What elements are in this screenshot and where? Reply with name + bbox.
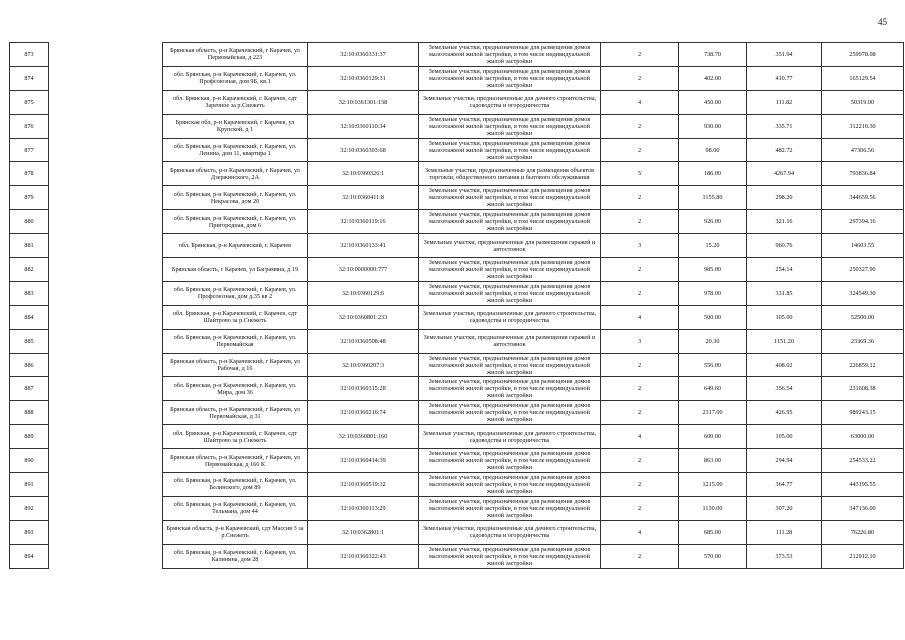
cadastral-number-cell: 32:10:0360801:160 [308,425,419,449]
cadastral-value-cell: 443195.55 [822,473,904,497]
row-number-cell: 883 [10,281,49,305]
row-number-cell: 877 [10,138,49,162]
area-cell: 20.30 [679,329,747,353]
registry-table-body [10,43,904,569]
blank-column-cell [49,329,163,353]
blank-column-cell [49,353,163,377]
table-row [10,377,904,401]
area-cell: 1130.00 [679,496,747,520]
cadastral-value-cell: 312210.30 [822,114,904,138]
blank-column-cell [49,258,163,282]
cadastral-value-cell: 226859.12 [822,353,904,377]
cadastral-number-cell: 32:10:0360326:1 [308,162,419,186]
row-number-cell: 881 [10,234,49,258]
group-number-cell: 2 [601,114,679,138]
specific-value-cell: 1151.20 [747,329,822,353]
area-cell: 15.20 [679,234,747,258]
blank-column-cell [49,234,163,258]
specific-value-cell: 960.76 [747,234,822,258]
land-use-cell: Земельные участки, предназначенные для размещения домов малоэтажной жилой застройки, в том числе индивидуальной жилой застройки [419,401,601,425]
address-cell: обл. Брянская, р-н Карачевский, г. Карачев, ул. Некрасова, дом 20 [163,186,308,210]
table-row [10,114,904,138]
area-cell: 738.70 [679,43,747,67]
land-use-cell: Земельные участки, предназначенные для размещения домов малоэтажной жилой застройки, в том числе индивидуальной жилой застройки [419,43,601,67]
group-number-cell: 3 [601,329,679,353]
address-cell: обл. Брянская, р-н Карачевский, г. Карачев, сдт Заречное за р.Снежеть [163,90,308,114]
area-cell: 98.00 [679,138,747,162]
land-use-cell: Земельные участки, предназначенные для дачного строительства, садоводства и огородничества [419,520,601,544]
land-use-cell: Земельные участки, предназначенные для размещения гаражей и автостоянок [419,329,601,353]
specific-value-cell: 4267.94 [747,162,822,186]
table-row [10,329,904,353]
row-number-cell: 880 [10,210,49,234]
row-number-cell: 891 [10,473,49,497]
address-cell: обл. Брянская, р-н Карачевский, г. Карачев, ул. Первомайская [163,329,308,353]
area-cell: 402.00 [679,66,747,90]
blank-column-cell [49,186,163,210]
group-number-cell: 3 [601,234,679,258]
specific-value-cell: 298.20 [747,186,822,210]
table-row [10,210,904,234]
area-cell: 186.00 [679,162,747,186]
table-row [10,138,904,162]
table-row [10,425,904,449]
group-number-cell: 2 [601,496,679,520]
group-number-cell: 2 [601,210,679,234]
cadastral-number-cell: 32:10:0362801:1 [308,520,419,544]
land-use-cell: Земельные участки, предназначенные для размещения домов малоэтажной жилой застройки, в том числе индивидуальной жилой застройки [419,258,601,282]
blank-column-cell [49,449,163,473]
cadastral-number-cell: 32:10:0360801:233 [308,305,419,329]
cadastral-value-cell: 347136.00 [822,496,904,520]
blank-column-cell [49,377,163,401]
cadastral-value-cell: 231608.38 [822,377,904,401]
specific-value-cell: 426.95 [747,401,822,425]
cadastral-value-cell: 23369.36 [822,329,904,353]
group-number-cell: 2 [601,377,679,401]
land-use-cell: Земельные участки, предназначенные для дачного строительства, садоводства и огородничества [419,305,601,329]
cadastral-number-cell: 32:10:0360133:41 [308,234,419,258]
cadastral-number-cell: 32:10:0360216:74 [308,401,419,425]
cadastral-number-cell: 32:10:0360303:68 [308,138,419,162]
cadastral-number-cell: 32:10:0360414:39 [308,449,419,473]
group-number-cell: 2 [601,258,679,282]
group-number-cell: 2 [601,186,679,210]
row-number-cell: 886 [10,353,49,377]
area-cell: 685.00 [679,520,747,544]
address-cell: Брянская область, р-н Карачевский, сдт Массив 3 за р.Снежеть [163,520,308,544]
cadastral-value-cell: 63000.00 [822,425,904,449]
table-row [10,90,904,114]
row-number-cell: 884 [10,305,49,329]
specific-value-cell: 351.94 [747,43,822,67]
blank-column-cell [49,162,163,186]
table-row [10,401,904,425]
group-number-cell: 4 [601,305,679,329]
row-number-cell: 875 [10,90,49,114]
land-use-cell: Земельные участки, предназначенные для размещения домов малоэтажной жилой застройки, в том числе индивидуальной жилой застройки [419,281,601,305]
area-cell: 570.00 [679,544,747,568]
cadastral-number-cell: 32:10:0360207:3 [308,353,419,377]
land-use-cell: Земельные участки, предназначенные для дачного строительства, садоводства и огородничества [419,90,601,114]
cadastral-number-cell: 32:10:0360129:6 [308,281,419,305]
specific-value-cell: 294.94 [747,449,822,473]
blank-column-cell [49,496,163,520]
cadastral-value-cell: 344659.56 [822,186,904,210]
area-cell: 2317.00 [679,401,747,425]
address-cell: Брянская область, р-н Карачевский, г Карачев, ул Рабочая, д 16 [163,353,308,377]
page-number: 45 [878,17,887,27]
area-cell: 985.00 [679,258,747,282]
area-cell: 978.00 [679,281,747,305]
row-number-cell: 874 [10,66,49,90]
row-number-cell: 882 [10,258,49,282]
specific-value-cell: 373.53 [747,544,822,568]
row-number-cell: 893 [10,520,49,544]
area-cell: 930.00 [679,114,747,138]
address-cell: обл. Брянская, р-н Карачевский, г. Карачев, сдт Шайтрово за р.Снежеть [163,425,308,449]
table-row [10,234,904,258]
land-use-cell: Земельные участки, предназначенные для размещения домов малоэтажной жилой застройки, в том числе индивидуальной жилой застройки [419,114,601,138]
specific-value-cell: 408.02 [747,353,822,377]
cadastral-value-cell: 212912.10 [822,544,904,568]
group-number-cell: 2 [601,449,679,473]
blank-column-cell [49,43,163,67]
specific-value-cell: 105.00 [747,305,822,329]
cadastral-number-cell: 32:10:0360119:16 [308,210,419,234]
cadastral-number-cell: 32:10:0000000:777 [308,258,419,282]
group-number-cell: 2 [601,138,679,162]
area-cell: 1215.00 [679,473,747,497]
area-cell: 500.00 [679,305,747,329]
land-use-cell: Земельные участки, предназначенные для размещения гаражей и автостоянок [419,234,601,258]
address-cell: Брянская область, г Карачев, ул Баграмяна, д 19 [163,258,308,282]
table-row [10,258,904,282]
row-number-cell: 885 [10,329,49,353]
area-cell: 556.00 [679,353,747,377]
land-use-cell: Земельные участки, предназначенные для размещения домов малоэтажной жилой застройки, в том числе индивидуальной жилой застройки [419,473,601,497]
address-cell: обл. Брянская, р-н Карачевский, г. Карачев, ул. Пригородная, дом 6 [163,210,308,234]
table-row [10,186,904,210]
row-number-cell: 892 [10,496,49,520]
blank-column-cell [49,210,163,234]
group-number-cell: 2 [601,43,679,67]
land-use-cell: Земельные участки, предназначенные для размещения домов малоэтажной жилой застройки, в том числе индивидуальной жилой застройки [419,496,601,520]
cadastral-number-cell: 32:10:0360113:29 [308,496,419,520]
address-cell: обл. Брянская, р-н Карачевский, г. Карачев, сдт Шайтрово за р.Снежеть [163,305,308,329]
blank-column-cell [49,114,163,138]
cadastral-number-cell: 32:10:0360110:34 [308,114,419,138]
table-row [10,305,904,329]
cadastral-value-cell: 254533.22 [822,449,904,473]
land-use-cell: Земельные участки, предназначенные для размещения домов малоэтажной жилой застройки, в том числе индивидуальной жилой застройки [419,186,601,210]
address-cell: обл. Брянская, р-н Карачевский, г. Карачев, ул. Профсоюзная, дом д.35 кв 2 [163,281,308,305]
blank-column-cell [49,281,163,305]
row-number-cell: 876 [10,114,49,138]
cadastral-value-cell: 793836.84 [822,162,904,186]
area-cell: 450.00 [679,90,747,114]
address-cell: Брянская область, р-н Карачевский, г Карачев, ул Первомайская, д 223 [163,43,308,67]
area-cell: 649.60 [679,377,747,401]
cadastral-value-cell: 76226.80 [822,520,904,544]
cadastral-number-cell: 32:10:0360322:43 [308,544,419,568]
cadastral-number-cell: 32:10:0360315:28 [308,377,419,401]
blank-column-cell [49,305,163,329]
group-number-cell: 4 [601,90,679,114]
group-number-cell: 2 [601,473,679,497]
specific-value-cell: 482.72 [747,138,822,162]
address-cell: обл. Брянская, р-н Карачевский, г. Карачев, ул. Калинина, дом 28 [163,544,308,568]
cadastral-value-cell: 259978.08 [822,43,904,67]
table-row [10,520,904,544]
table-row [10,281,904,305]
row-number-cell: 890 [10,449,49,473]
area-cell: 926.00 [679,210,747,234]
cadastral-number-cell: 32:10:0361301:138 [308,90,419,114]
specific-value-cell: 321.16 [747,210,822,234]
land-use-cell: Земельные участки, предназначенные для размещения объектов торговли, общественного питания и бытового обслуживания [419,162,601,186]
specific-value-cell: 335.71 [747,114,822,138]
land-use-cell: Земельные участки, предназначенные для размещения домов малоэтажной жилой застройки, в том числе индивидуальной жилой застройки [419,66,601,90]
blank-column-cell [49,138,163,162]
specific-value-cell: 254.14 [747,258,822,282]
cadastral-value-cell: 989243.15 [822,401,904,425]
row-number-cell: 887 [10,377,49,401]
land-use-cell: Земельные участки, предназначенные для размещения домов малоэтажной жилой застройки, в том числе индивидуальной жилой застройки [419,353,601,377]
table-row [10,473,904,497]
address-cell: обл. Брянская, р-н Карачевский, г. Карачев, ул. Белинского, дом 89 [163,473,308,497]
land-use-cell: Земельные участки, предназначенные для размещения домов малоэтажной жилой застройки, в том числе индивидуальной жилой застройки [419,138,601,162]
cadastral-value-cell: 165129.54 [822,66,904,90]
land-use-cell: Земельные участки, предназначенные для размещения домов малоэтажной жилой застройки, в том числе индивидуальной жилой застройки [419,449,601,473]
address-cell: Брянская область, р-н Карачевский, г Карачев, ул Дзержинского, 2А [163,162,308,186]
table-row [10,544,904,568]
land-use-cell: Земельные участки, предназначенные для размещения домов малоэтажной жилой застройки, в том числе индивидуальной жилой застройки [419,544,601,568]
table-row [10,353,904,377]
cadastral-value-cell: 47306.56 [822,138,904,162]
cadastral-value-cell: 250327.90 [822,258,904,282]
group-number-cell: 2 [601,353,679,377]
address-cell: обл. Брянская, р-н Карачевский, г. Карачев, ул. Ленина, дом 11, квартира 1 [163,138,308,162]
blank-column-cell [49,473,163,497]
specific-value-cell: 364.77 [747,473,822,497]
land-use-cell: Земельные участки, предназначенные для размещения домов малоэтажной жилой застройки, в том числе индивидуальной жилой застройки [419,377,601,401]
address-cell: Брянская обл, р-н Карачевский, г Карачев, ул Крупской, д 1 [163,114,308,138]
address-cell: Брянская область, р-н Карачевский, г Карачев, ул Первомайская, д 166 К [163,449,308,473]
group-number-cell: 2 [601,401,679,425]
specific-value-cell: 331.85 [747,281,822,305]
row-number-cell: 894 [10,544,49,568]
table-row [10,162,904,186]
cadastral-number-cell: 32:10:0360411:8 [308,186,419,210]
specific-value-cell: 111.28 [747,520,822,544]
cadastral-number-cell: 32:10:0360129:31 [308,66,419,90]
group-number-cell: 2 [601,281,679,305]
blank-column-cell [49,520,163,544]
cadastral-value-cell: 50319.00 [822,90,904,114]
cadastral-value-cell: 14603.55 [822,234,904,258]
address-cell: обл. Брянская, р-н Карачевский, г. Карачев, ул. Мира, дом 36 [163,377,308,401]
specific-value-cell: 105.00 [747,425,822,449]
table-row [10,43,904,67]
specific-value-cell: 410.77 [747,66,822,90]
land-use-cell: Земельные участки, предназначенные для дачного строительства, садоводства и огородничества [419,425,601,449]
specific-value-cell: 307.20 [747,496,822,520]
row-number-cell: 888 [10,401,49,425]
row-number-cell: 878 [10,162,49,186]
blank-column-cell [49,90,163,114]
table-row [10,449,904,473]
cadastral-number-cell: 32:10:0360519:32 [308,473,419,497]
blank-column-cell [49,544,163,568]
address-cell: обл. Брянская, р-н Карачевский, г. Карачев [163,234,308,258]
area-cell: 600.00 [679,425,747,449]
row-number-cell: 889 [10,425,49,449]
area-cell: 1155.80 [679,186,747,210]
cadastral-number-cell: 32:10:0360508:48 [308,329,419,353]
blank-column-cell [49,401,163,425]
group-number-cell: 2 [601,66,679,90]
cadastral-value-cell: 297394.16 [822,210,904,234]
group-number-cell: 5 [601,162,679,186]
table-row [10,496,904,520]
cadastral-value-cell: 52500.00 [822,305,904,329]
land-use-cell: Земельные участки, предназначенные для размещения домов малоэтажной жилой застройки, в том числе индивидуальной жилой застройки [419,210,601,234]
address-cell: обл. Брянская, р-н Карачевский, г. Карачев, ул. Профсоюзная, дом 9Б, кв.1 [163,66,308,90]
group-number-cell: 4 [601,520,679,544]
cadastral-value-cell: 324549.30 [822,281,904,305]
specific-value-cell: 356.54 [747,377,822,401]
area-cell: 863.00 [679,449,747,473]
blank-column-cell [49,66,163,90]
row-number-cell: 873 [10,43,49,67]
address-cell: обл. Брянская, р-н Карачевский, г. Карачев, ул. Тельмана, дом 44 [163,496,308,520]
row-number-cell: 879 [10,186,49,210]
blank-column-cell [49,425,163,449]
group-number-cell: 4 [601,425,679,449]
group-number-cell: 2 [601,544,679,568]
cadastral-number-cell: 32:10:0360331:37 [308,43,419,67]
table-row [10,66,904,90]
address-cell: Брянская область, р-н Карачевский, г Карачев, ул Первомайская, д 31 [163,401,308,425]
specific-value-cell: 111.82 [747,90,822,114]
land-plot-registry-table [9,42,904,569]
